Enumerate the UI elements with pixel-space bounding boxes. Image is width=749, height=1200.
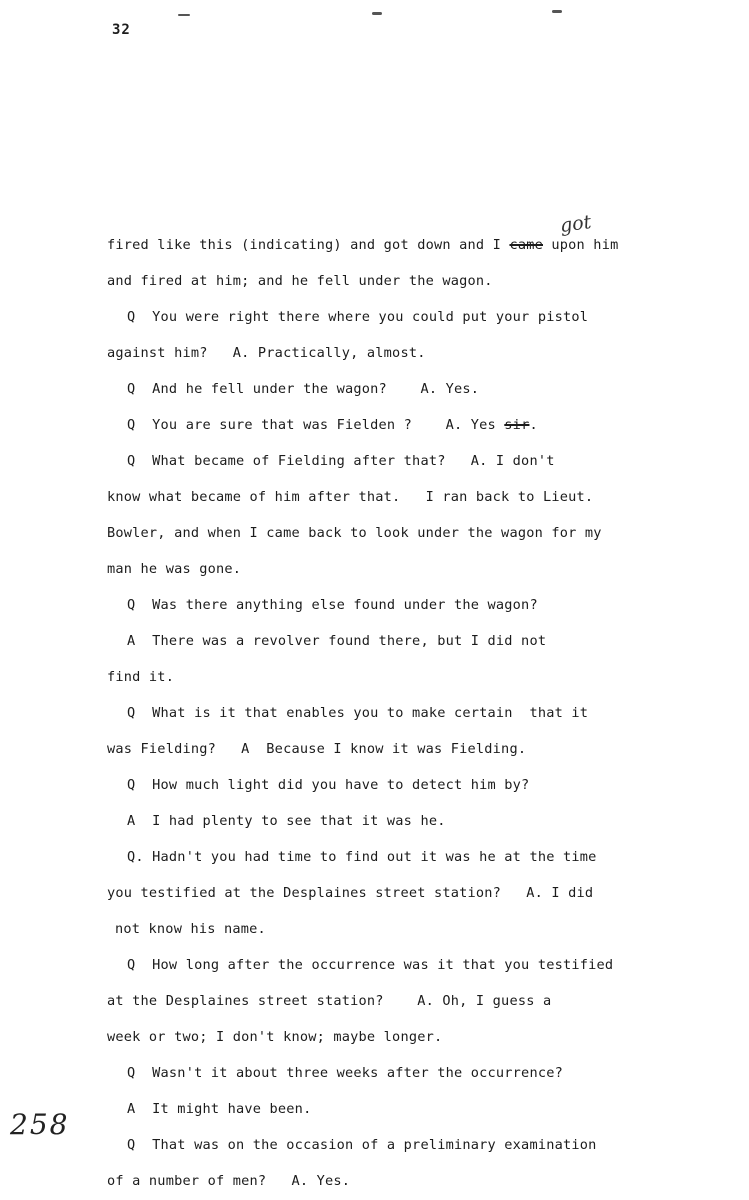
transcript-line: [107, 1028, 442, 1046]
line-text: and fired at him; and he fell under the wagon.: [107, 273, 493, 289]
line-text: Q You were right there where you could put your pistol: [127, 309, 589, 325]
line-text: against him? A. Practically, almost.: [107, 345, 426, 361]
line-text: Q How long after the occurrence was it that you testified: [127, 957, 614, 973]
transcript-line: [107, 344, 426, 362]
struck-word: sir: [504, 417, 530, 433]
transcript-line: [127, 308, 588, 326]
transcript-line: [127, 956, 613, 974]
line-text: A There was a revolver found there, but I did not: [127, 633, 547, 649]
line-text: Q Was there anything else found under the wagon?: [127, 597, 538, 613]
line-text: Q How much light did you have to detect him by?: [127, 777, 530, 793]
transcript-line: [127, 416, 538, 434]
line-text: A I had plenty to see that it was he.: [127, 813, 446, 829]
line-text: Q. Hadn't you had time to find out it was he at the time: [127, 849, 597, 865]
line-text: fired like this (indicating) and got down and I: [107, 237, 510, 253]
transcript-line: [107, 884, 593, 902]
smudge-mark: [552, 10, 562, 13]
smudge-mark: [178, 14, 190, 16]
line-text: week or two; I don't know; maybe longer.: [107, 1029, 443, 1045]
handwritten-correction: got: [558, 210, 593, 238]
line-text: Q You are sure that was Fielden ? A. Yes: [127, 417, 505, 433]
line-text: Q What is it that enables you to make certain that it: [127, 705, 589, 721]
line-text-tail: upon him: [543, 237, 619, 253]
transcript-line: [107, 560, 241, 578]
transcript-line: [107, 1172, 350, 1190]
transcript-line: [127, 596, 538, 614]
transcript-line: [107, 524, 602, 542]
transcript-line: [107, 272, 493, 290]
transcript-line: [127, 452, 555, 470]
transcript-line: [127, 812, 446, 830]
margin-page-note: 258: [10, 1108, 70, 1141]
line-text: of a number of men? A. Yes.: [107, 1173, 351, 1189]
line-text: Q That was on the occasion of a preliminary examination: [127, 1137, 597, 1153]
transcript-line: [127, 848, 597, 866]
transcript-line: [127, 1064, 563, 1082]
transcript-line: [127, 704, 588, 722]
page-number: 32: [112, 22, 131, 38]
line-text: know what became of him after that. I ran back to Lieut.: [107, 489, 594, 505]
transcript-line: [107, 668, 174, 686]
line-text: A It might have been.: [127, 1101, 312, 1117]
transcript-line: [127, 1100, 311, 1118]
line-text-tail: .: [529, 417, 538, 433]
transcript-line: [127, 632, 546, 650]
transcript-line: [115, 920, 266, 938]
transcript-line: [107, 488, 593, 506]
line-text: Bowler, and when I came back to look under the wagon for my: [107, 525, 602, 541]
line-text: Q Wasn't it about three weeks after the occurrence?: [127, 1065, 563, 1081]
transcript-line: [127, 776, 529, 794]
line-text: Q What became of Fielding after that? A. I don't: [127, 453, 555, 469]
line-text: you testified at the Desplaines street station? A. I did: [107, 885, 594, 901]
transcript-line: [127, 380, 479, 398]
struck-word: came: [509, 237, 543, 253]
line-text: was Fielding? A Because I know it was Fielding.: [107, 741, 527, 757]
transcript-line: [107, 992, 551, 1010]
line-text: at the Desplaines street station? A. Oh, I guess a: [107, 993, 552, 1009]
transcript-line: [107, 740, 526, 758]
line-text: man he was gone.: [107, 561, 242, 577]
line-text: not know his name.: [115, 921, 266, 937]
transcript-line: [107, 236, 618, 254]
line-text: find it.: [107, 669, 175, 685]
line-text: Q And he fell under the wagon? A. Yes.: [127, 381, 480, 397]
smudge-mark: [372, 12, 382, 15]
transcript-line: [127, 1136, 597, 1154]
